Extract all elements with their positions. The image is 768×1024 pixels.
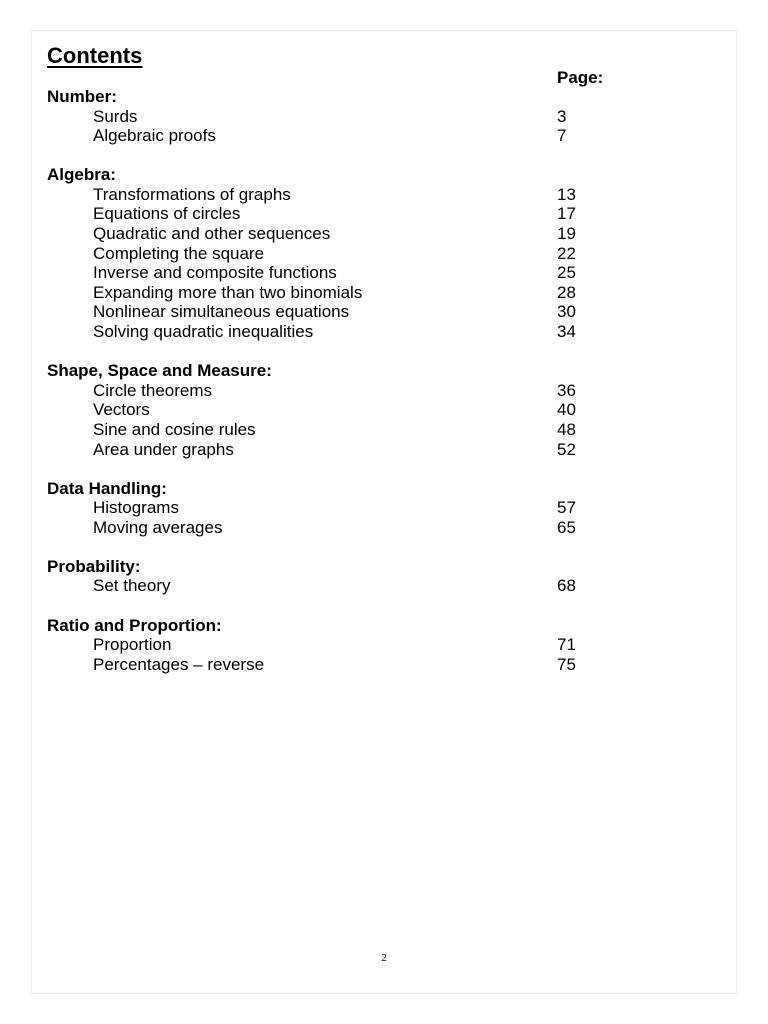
section-heading: Ratio and Proportion: bbox=[47, 615, 222, 635]
toc-entry-page-number: 40 bbox=[557, 400, 576, 420]
toc-entry-label: Expanding more than two binomials bbox=[93, 282, 363, 302]
toc-entry bbox=[47, 302, 647, 322]
section-heading: Probability: bbox=[47, 556, 141, 576]
section-heading: Number: bbox=[47, 87, 117, 106]
toc-entry-label: Algebraic proofs bbox=[93, 126, 216, 146]
toc-entry bbox=[47, 204, 647, 224]
toc-entry bbox=[47, 381, 647, 401]
toc-entry-page-number: 3 bbox=[557, 106, 567, 126]
toc-entry-page-number: 25 bbox=[557, 263, 576, 283]
toc-entry bbox=[47, 244, 647, 264]
toc-section bbox=[47, 479, 647, 538]
toc-entry bbox=[47, 498, 647, 518]
toc-entry-label: Moving averages bbox=[93, 517, 223, 537]
toc-entry bbox=[47, 440, 647, 460]
toc-entry-page-number: 30 bbox=[557, 302, 576, 322]
toc-entry-label: Quadratic and other sequences bbox=[93, 224, 331, 244]
page-title: Contents bbox=[47, 43, 143, 68]
toc-entry bbox=[47, 126, 647, 146]
toc-entry-page-number: 17 bbox=[557, 204, 576, 224]
toc-entry-page-number: 19 bbox=[557, 224, 576, 244]
toc-entry bbox=[47, 655, 647, 675]
toc-entry-label: Completing the square bbox=[93, 243, 265, 263]
toc-entry-page-number: 34 bbox=[557, 322, 576, 342]
toc-entry bbox=[47, 400, 647, 420]
toc-entry bbox=[47, 576, 647, 596]
toc-entry-label: Nonlinear simultaneous equations bbox=[93, 302, 350, 322]
section-heading: Algebra: bbox=[47, 165, 116, 185]
toc-entry-page-number: 7 bbox=[557, 126, 567, 146]
toc-entry bbox=[47, 185, 647, 205]
page-column-header: Page: bbox=[557, 68, 604, 87]
toc-section bbox=[47, 557, 647, 596]
toc-section bbox=[47, 616, 647, 675]
toc-entry-page-number: 75 bbox=[557, 654, 576, 674]
table-of-contents bbox=[47, 87, 647, 694]
toc-entry-label: Area under graphs bbox=[93, 439, 234, 459]
toc-entry-label: Percentages – reverse bbox=[93, 654, 265, 674]
toc-entry-label: Solving quadratic inequalities bbox=[93, 322, 314, 342]
toc-entry bbox=[47, 283, 647, 303]
toc-entry-page-number: 71 bbox=[557, 635, 576, 655]
toc-entry-label: Circle theorems bbox=[93, 380, 213, 400]
toc-section bbox=[47, 87, 647, 146]
toc-entry-label: Surds bbox=[93, 106, 138, 126]
toc-entry bbox=[47, 322, 647, 342]
toc-entry-page-number: 22 bbox=[557, 243, 576, 263]
toc-entry-page-number: 28 bbox=[557, 282, 576, 302]
toc-entry-page-number: 13 bbox=[557, 184, 576, 204]
toc-entry-label: Vectors bbox=[93, 400, 150, 420]
toc-entry bbox=[47, 263, 647, 283]
toc-entry bbox=[47, 107, 647, 127]
toc-entry-label: Sine and cosine rules bbox=[93, 419, 256, 439]
toc-entry bbox=[47, 635, 647, 655]
toc-entry-page-number: 65 bbox=[557, 517, 576, 537]
toc-entry-label: Transformations of graphs bbox=[93, 184, 291, 204]
toc-entry-label: Proportion bbox=[93, 635, 172, 655]
toc-entry-page-number: 68 bbox=[557, 576, 576, 596]
toc-entry-page-number: 57 bbox=[557, 498, 576, 518]
toc-entry-label: Histograms bbox=[93, 498, 179, 518]
toc-entry-page-number: 48 bbox=[557, 419, 576, 439]
toc-entry bbox=[47, 224, 647, 244]
footer-page-number: 2 bbox=[381, 952, 387, 964]
toc-entry-label: Equations of circles bbox=[93, 204, 241, 224]
toc-section bbox=[47, 361, 647, 459]
toc-entry-label: Inverse and composite functions bbox=[93, 263, 337, 283]
toc-section bbox=[47, 165, 647, 341]
toc-entry-page-number: 36 bbox=[557, 380, 576, 400]
toc-entry bbox=[47, 420, 647, 440]
section-heading: Data Handling: bbox=[47, 478, 167, 498]
toc-entry-page-number: 52 bbox=[557, 439, 576, 459]
toc-entry bbox=[47, 518, 647, 538]
section-heading: Shape, Space and Measure: bbox=[47, 361, 272, 381]
toc-entry-label: Set theory bbox=[93, 576, 171, 596]
